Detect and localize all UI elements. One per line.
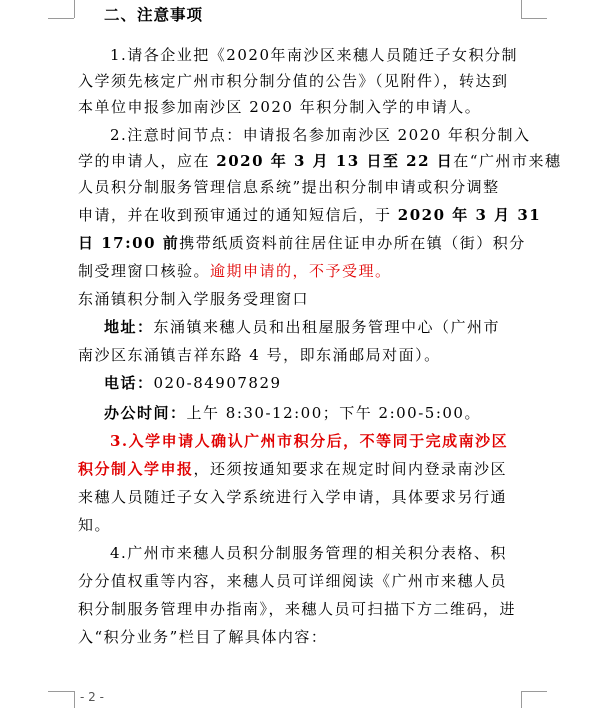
late-warning: 逾期申请的，不予受理。 [210, 262, 392, 280]
page-number: - 2 - [80, 690, 104, 704]
address-label: 地址： [104, 318, 154, 336]
crop-mark [48, 18, 74, 19]
crop-mark [521, 691, 522, 708]
p2-line [78, 261, 520, 281]
p3-text: ，还须按通知要求在规定时间内登录南沙区 [193, 460, 508, 478]
p2-date-range: 2020 年 3 月 13 日至 22 日 [216, 152, 454, 170]
phone-line [104, 373, 546, 393]
hours-label: 办公时间： [104, 404, 187, 422]
p1-line: 1.请各企业把《2020年南沙区来穗人员随迁子女积分制 [110, 46, 518, 64]
address-text: 东涌镇来穗人员和出租屋服务管理中心（广州市 [153, 318, 501, 336]
p2-text: 学的申请人，应在 [78, 152, 217, 170]
window-name: 东涌镇积分制入学服务受理窗口 [78, 290, 310, 308]
hours-text: 上午 8:30-12:00；下午 2:00-5:00。 [186, 404, 481, 422]
phone-number: 020-84907829 [153, 374, 282, 392]
p4-line: 积分制服务管理申办指南》，来穗人员可扫描下方二维码，进 [78, 600, 517, 618]
p2-line: 2.注意时间节点：申请报名参加南沙区 2020 年积分制入 [110, 126, 531, 144]
hours-line [104, 403, 546, 423]
p2-text: 申请，并在收到预审通过的通知短信后，于 [78, 206, 398, 224]
p4-line: 分分值权重等内容，来穗人员可详细阅读《广州市来穗人员 [78, 572, 508, 590]
p3-emphasis: 积分制入学申报 [78, 460, 194, 478]
p3-line: 来穗人员随迁子女入学系统进行入学申请，具体要求另行通 [78, 488, 508, 506]
crop-mark [521, 691, 547, 692]
phone-label: 电话： [104, 374, 154, 392]
p2-line [78, 151, 562, 171]
p1-line: 入学须先核定广州市积分制分值的公告》（见附件），转达到 [78, 72, 509, 90]
address-line: 南沙区东涌镇吉祥东路 4 号，即东涌邮局对面）。 [78, 346, 441, 364]
p3-line: 3.入学申请人确认广州市积分后，不等同于完成南沙区 [110, 432, 509, 450]
crop-mark [74, 691, 75, 708]
p3-line: 知。 [78, 516, 112, 534]
p3-line [78, 459, 520, 479]
p2-line: 人员积分制服务管理信息系统”提出积分制申请或积分调整 [78, 178, 500, 196]
p2-deadline: 2020 年 3 月 31 [397, 206, 542, 224]
p2-text: 制受理窗口核验。 [78, 262, 211, 280]
p2-deadline-time: 日 17:00 前 [78, 234, 180, 252]
p4-line: 入“积分业务”栏目了解具体内容： [78, 628, 328, 646]
crop-mark [74, 0, 75, 18]
p2-text: 携带纸质资料前往居住证申办所在镇（街）积分 [179, 234, 526, 252]
p4-line: 4.广州市来穗人员积分制服务管理的相关积分表格、积 [110, 544, 507, 562]
p1-line: 本单位申报参加南沙区 2020 年积分制入学的申请人。 [78, 98, 482, 116]
p2-line [78, 233, 526, 253]
p2-text: 在“广州市来穗 [453, 152, 562, 170]
crop-mark [48, 691, 74, 692]
address-line [104, 317, 546, 337]
p2-line [78, 205, 542, 225]
section-heading: 二、注意事项 [104, 5, 204, 24]
